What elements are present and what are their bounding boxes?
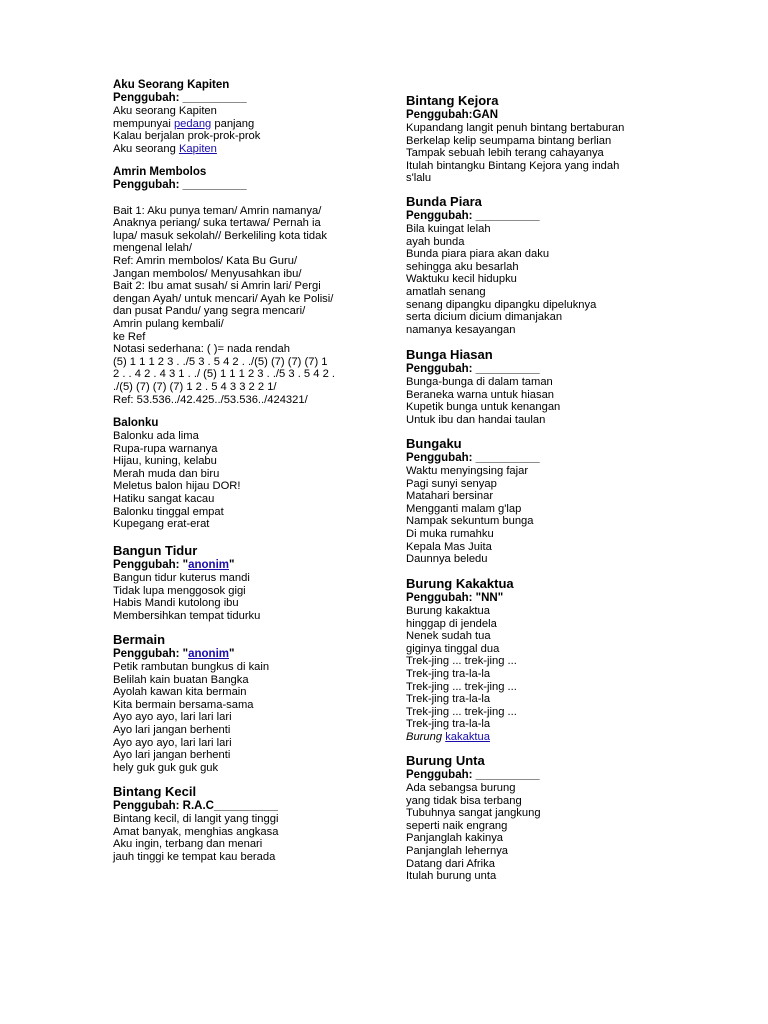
lyric-line: Tampak sebuah lebih terang cahayanya: [406, 147, 604, 160]
song-composer: Penggubah: __________: [406, 363, 540, 375]
lyric-line: Berkelap kelip seumpama bintang berlian: [406, 134, 612, 147]
lyric-line: Waktu menyingsing fajar: [406, 465, 529, 477]
song-balonku: [113, 417, 383, 531]
lyric-line: s'lalu: [406, 172, 432, 185]
lyric-line: Mengganti malam g'lap: [406, 502, 522, 515]
lyric-line: Bait 2: Ibu amat susah/ si Amrin lari/ Pergi: [113, 280, 321, 293]
link-pedang[interactable]: pedang: [173, 117, 212, 130]
lyric-line: Petik rambutan bungkus di kain: [113, 661, 270, 673]
lyric-line: Burung kakaktua: [406, 730, 490, 743]
lyric-line: Notasi sederhana: ( )= nada rendah: [113, 343, 290, 356]
lyric-line: dengan Ayah/ untuk mencari/ Ayah ke Polisi/: [113, 292, 334, 305]
song-title: Bungaku: [406, 436, 462, 451]
lyric-line: Kalau berjalan prok-prok-prok: [113, 130, 261, 143]
lyric-line: Nenek sudah tua: [406, 630, 491, 643]
lyric-line: Trek-jing ... trek-jing ...: [406, 680, 517, 693]
song-title: Bunga Hiasan: [406, 347, 493, 362]
lyric-line: Ada sebangsa burung: [406, 782, 516, 794]
lyric-line: Trek-jing tra-la-la: [406, 693, 491, 706]
lyric-line: Aku seorang Kapiten: [113, 142, 217, 155]
lyric-line: Jangan membolos/ Menyusahkan ibu/: [113, 267, 302, 280]
lyric-line: Balonku tinggal empat: [113, 505, 224, 518]
lyric-line: Ayolah kawan kita bermain: [113, 686, 247, 699]
song-title: Burung Kakaktua: [406, 576, 514, 591]
song-burung-unta: [406, 753, 666, 883]
lyric-line: Untuk ibu dan handai taulan: [406, 413, 546, 426]
lyric-line: Itulah bintangku Bintang Kejora yang indah: [406, 159, 620, 172]
lyric-line: Kupetik bunga untuk kenangan: [406, 401, 561, 414]
song-bungaku: [406, 436, 666, 566]
lyric-line: Anaknya periang/ suka tertawa/ Pernah ia: [113, 217, 321, 230]
song-title: Amrin Membolos: [113, 166, 207, 178]
lyric-line: yang tidak bisa terbang: [406, 794, 522, 807]
lyric-line: Burung kakaktua: [406, 605, 490, 617]
song-title: Balonku: [113, 417, 159, 429]
lyric-line: lupa/ masuk sekolah// Berkeliling kota tidak: [113, 229, 327, 242]
lyric-line: hinggap di jendela: [406, 617, 497, 630]
lyric-line: Trek-jing tra-la-la: [406, 718, 491, 731]
song-composer: Penggubah: R.A.C__________: [113, 800, 278, 812]
song-burung-kakaktua: [406, 576, 666, 744]
song-bintang-kecil: [113, 784, 383, 863]
song-title: Aku Seorang Kapiten: [113, 79, 230, 91]
lyric-line: Ayo ayo ayo, lari lari lari: [113, 736, 232, 749]
lyric-line: Nampak sekuntum bunga: [406, 515, 534, 528]
link-anonim[interactable]: anonim: [188, 559, 229, 571]
lyric-line: Trek-jing ... trek-jing ...: [406, 655, 517, 668]
song-composer: Penggubah: __________: [406, 452, 540, 464]
lyric-line: dan pusat Pandu/ yang segra mencari/: [113, 305, 306, 318]
lyric-line: Panjanglah kakinya: [406, 832, 504, 845]
song-bunda-piara: [406, 194, 666, 336]
lyric-line: Aku seorang Kapiten: [113, 105, 217, 117]
lyric-line: Amat banyak, menghias angkasa: [113, 825, 279, 838]
lyric-line: Bintang kecil, di langit yang tinggi: [113, 813, 279, 825]
lyric-line: namanya kesayangan: [406, 323, 516, 336]
lyric-line: amatlah senang: [406, 285, 486, 298]
lyric-line: Ref: 53.536../42.425../53.536../424321/: [113, 393, 308, 406]
song-composer: Penggubah: __________: [113, 179, 247, 191]
lyric-line: mempunyai pedang panjang: [113, 117, 255, 130]
song-composer: Penggubah:GAN: [406, 109, 498, 121]
song-composer: Penggubah: "NN": [406, 592, 504, 604]
lyric-line: Habis Mandi kutolong ibu: [113, 597, 239, 610]
lyric-line: Membersihkan tempat tidurku: [113, 609, 261, 622]
lyric-line: Kupegang erat-erat: [113, 518, 210, 531]
song-bintang-kejora: [406, 93, 666, 185]
lyric-line: hely guk guk guk guk: [113, 761, 219, 774]
lyric-line: 2 . . 4 2 . 4 3 1 . ./ (5) 1 1 1 2 3 . ./5 3 . 5 4 2 .: [113, 368, 336, 381]
song-composer: Penggubah: "anonim": [113, 559, 235, 571]
lyric-line: ke Ref: [113, 330, 146, 343]
lyric-line: Datang dari Afrika: [406, 857, 495, 870]
lyric-line: Belilah kain buatan Bangka: [113, 673, 249, 686]
lyric-line: Kepala Mas Juita: [406, 540, 492, 553]
lyric-line: Ayo lari jangan berhenti: [113, 723, 231, 736]
song-composer: Penggubah: __________: [406, 769, 540, 781]
lyric-line: Bunga-bunga di dalam taman: [406, 376, 553, 388]
lyric-line: Ayo ayo ayo, lari lari lari: [113, 711, 232, 724]
lyric-line: Matahari bersinar: [406, 490, 494, 503]
song-bunga-hiasan: [406, 347, 666, 426]
lyric-line: Bila kuingat lelah: [406, 223, 491, 235]
lyric-line: serta dicium dicium dimanjakan: [406, 311, 563, 324]
song-title: Bintang Kecil: [113, 784, 197, 799]
lyric-line: Ayo lari jangan berhenti: [113, 749, 231, 762]
lyric-line: Kita bermain bersama-sama: [113, 698, 254, 711]
lyric-line: ayah bunda: [406, 235, 465, 248]
song-bermain: [113, 632, 383, 774]
lyric-line: Ref: Amrin membolos/ Kata Bu Guru/: [113, 254, 298, 267]
song-title: Bermain: [113, 632, 166, 647]
lyric-line: Hijau, kuning, kelabu: [113, 455, 217, 468]
lyric-line: Hatiku sangat kacau: [113, 492, 215, 505]
lyric-line: Rupa-rupa warnanya: [113, 442, 218, 455]
lyric-line: seperti naik engrang: [406, 819, 508, 832]
lyric-line: Waktuku kecil hidupku: [406, 273, 517, 286]
lyric-line: Beraneka warna untuk hiasan: [406, 388, 555, 401]
song-composer: Penggubah: __________: [406, 210, 540, 222]
lyric-line: Aku ingin, terbang dan menari: [113, 838, 263, 851]
link-kapiten[interactable]: Kapiten: [178, 142, 217, 155]
song-title: Burung Unta: [406, 753, 485, 768]
song-title: Bangun Tidur: [113, 543, 198, 558]
lyric-line: Panjanglah lehernya: [406, 844, 509, 857]
lyric-line: ./(5) (7) (7) (7) 1 2 . 5 4 3 3 2 2 1/: [113, 380, 277, 393]
lyric-line: Merah muda dan biru: [113, 467, 220, 480]
song-composer: Penggubah: __________: [113, 92, 247, 104]
link-anonim[interactable]: anonim: [188, 648, 229, 660]
lyric-line: Itulah burung unta: [406, 870, 497, 883]
lyric-line: jauh tinggi ke tempat kau berada: [113, 850, 276, 863]
lyric-line: giginya tinggal dua: [406, 642, 500, 655]
lyric-line: Bangun tidur kuterus mandi: [113, 572, 250, 584]
lyric-line: Tubuhnya sangat jangkung: [406, 807, 541, 820]
lyric-line: Di muka rumahku: [406, 527, 494, 540]
lyric-line: Pagi sunyi senyap: [406, 477, 497, 490]
lyric-line: mengenal lelah/: [113, 242, 192, 255]
song-bangun-tidur: [113, 543, 383, 622]
lyric-line: Amrin pulang kembali/: [113, 317, 224, 330]
lyric-line: Tidak lupa menggosok gigi: [113, 584, 246, 597]
link-kakaktua[interactable]: kakaktua: [445, 730, 490, 743]
song-title: Bunda Piara: [406, 194, 482, 209]
song-amrin-membolos: [113, 166, 383, 406]
song-title: Bintang Kejora: [406, 93, 499, 108]
lyric-line: Trek-jing tra-la-la: [406, 667, 491, 680]
lyric-line: sehingga aku besarlah: [406, 260, 519, 273]
lyric-line: Balonku ada lima: [113, 430, 199, 442]
lyric-line: senang dipangku dipangku dipeluknya: [406, 298, 597, 311]
lyric-line: Bait 1: Aku punya teman/ Amrin namanya/: [113, 204, 322, 217]
song-composer: Penggubah: "anonim": [113, 648, 235, 660]
lyric-line: Bunda piara piara akan daku: [406, 248, 550, 261]
lyric-line: Daunnya beledu: [406, 553, 488, 566]
lyric-line: Trek-jing ... trek-jing ...: [406, 705, 517, 718]
lyric-line: (5) 1 1 1 2 3 . ./5 3 . 5 4 2 . ./(5) (7) (7) (7) 1: [113, 355, 328, 368]
lyric-line: Meletus balon hijau DOR!: [113, 480, 241, 493]
lyric-line: Kupandang langit penuh bintang bertaburan: [406, 122, 625, 134]
song-aku-seorang-kapiten: [113, 79, 383, 155]
